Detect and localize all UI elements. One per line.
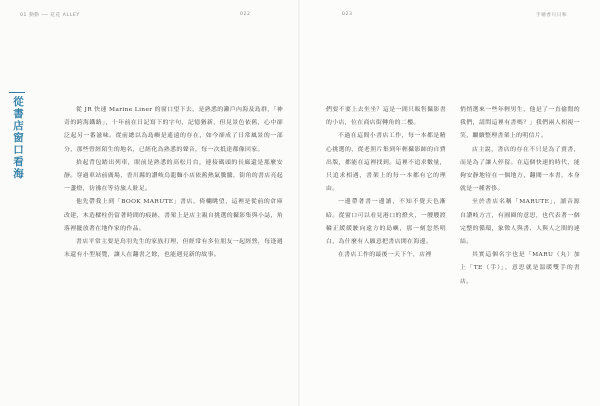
right-paragraph: 們要不要上去坐坐？這是一間只販售攝影書的小店，位在商店街轉角的二樓。	[326, 107, 446, 127]
right-page-number: 023	[342, 12, 353, 17]
left-paragraph: 從 JR 快速 Marine Liner 的窗口望下去，是熟悉的瀨戶內海及島群，「神奇的跨海鐵路」，十年前在日記寫下的字句，記憶猶新，但見景色依舊，心中卻泛起另一番滋味。從前總以為島嶼是遙遠的存在，如今卻成了日常風景的一部分，那些曾經陌生的地名，已經化為熟悉的聲音，每一次抵達都像回家。	[64, 107, 283, 153]
right-paragraph: 一邊帶著書一邊讀，不知不覺天色漸暗。從窗口可以看見港口的燈火，一艘艘渡輪正緩緩駛向遠方的島嶼，那一刻忽然明白，為什麼有人願意把書店開在海邊。	[326, 199, 446, 246]
right-page	[300, 0, 600, 406]
vertical-section-title: 從書店窗口看海	[12, 96, 24, 180]
left-page-number: 022	[240, 12, 251, 17]
right-paragraph: 店主說，書店的存在不只是為了賣書，而是為了讓人停留。在這個快速的時代，能夠安靜地待在一個地方，翻閱一本書，本身就是一種奢侈。	[460, 146, 580, 193]
right-paragraph: 不過在這間小書店工作，每一本都是精心挑選的，從老照片集到年輕攝影師的自費出版，都能在這裡找到。這裡不追求數量，只追求相遇，書架上的每一本都有它的理由。	[326, 133, 446, 193]
left-paragraph: 書店平常主要是鳥羽先生的家族打理，但經常有多位朋友一起經營，每逢週末還有小型展覽，讓人在翻書之餘，也能遇見新的故事。	[64, 239, 283, 259]
title-rule	[9, 92, 25, 93]
right-text-column-1	[326, 104, 446, 396]
right-paragraph: 悄悄選來一些年輕男生，他是了一直偷閒的我們，請問這裡有書嗎？」我們兩人相視一笑，繼續整理書架上的明信片。	[460, 107, 580, 140]
left-paragraph: 拾起背包踏出列車，眼前是熟悉的高松月台，連接碼頭的長廊還是那麼安靜。穿過車站前廣場，香川縣的讚岐烏龍麵小店依舊熱氣騰騰，街角的書店亮起一盞燈，彷彿在等待旅人駐足。	[64, 159, 283, 193]
left-text-column	[64, 104, 283, 396]
right-text-column-2	[460, 104, 580, 396]
right-paragraph: 在書店工作的最後一天下午，店裡	[338, 252, 432, 259]
left-header-section: 01 動動 ── 花花 ALLEY	[20, 13, 80, 18]
right-paragraph: 至於書店名稱「MARUTE」，讀音源自讚岐方言，有圓圈的意思，也代表著一個完整的循環，象徵人與書、人與人之間的連結。	[460, 199, 580, 246]
left-paragraph: 他先帶我上到「BOOK MARUTE」書店，倚欄眺望，這裡是從前的倉庫改建，木造樑柱仍留著時間的痕跡，書架上是店主親自挑選的攝影集與小誌，角落裡擺放著在地作家的作品。	[64, 199, 283, 232]
right-header-subtitle: 手繪香川日和	[536, 13, 568, 18]
right-paragraph: 其實這個名字也是「MARU（丸）加上「TE（手）」，意思就是溫暖雙手的書店。	[460, 252, 580, 285]
